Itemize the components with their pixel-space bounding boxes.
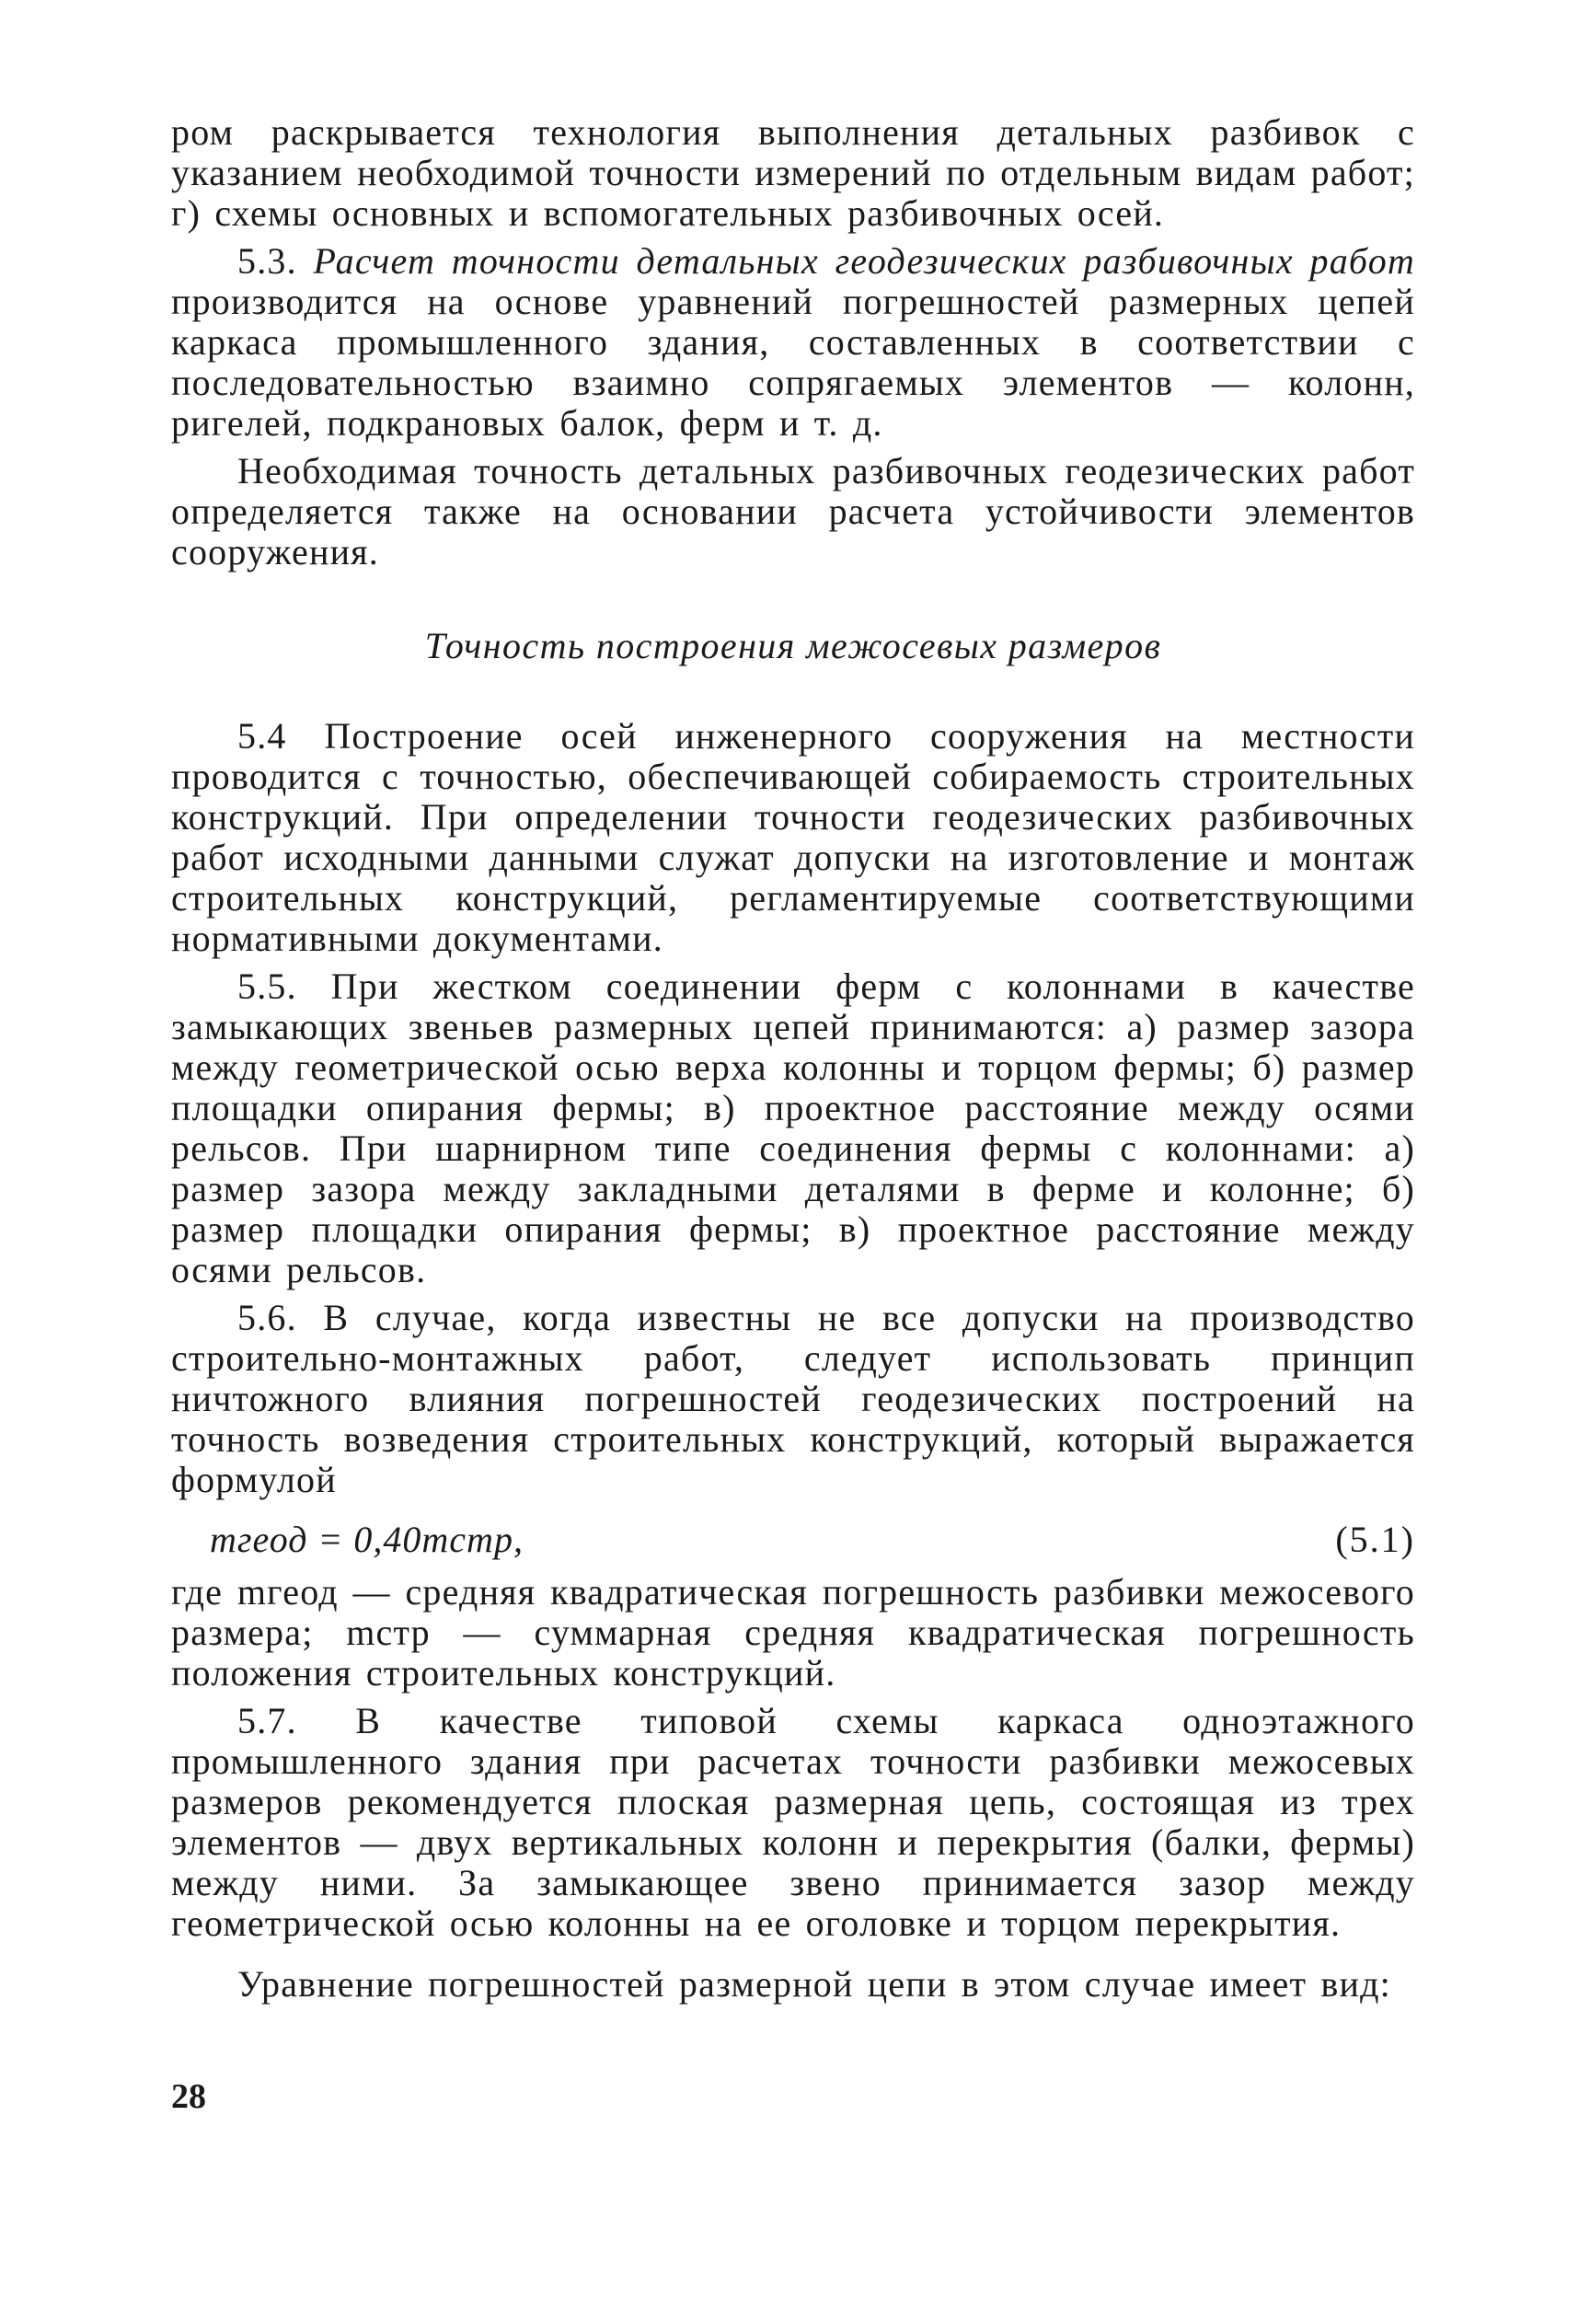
paragraph-continuation: ром раскрывается технология выполнения детальных разбивок с указанием необходимой точности измерений по отдельным видам работ; г) схемы основных и вспомогательных разбивочных осей. [171, 111, 1415, 234]
paragraph-formula-legend: где mгеод — средняя квадратическая погрешность разбивки межосевого размера; mстр — суммарная средняя квадратическая погрешность положения строительных конструкций. [171, 1571, 1415, 1694]
paragraph-text: производится на основе уравнений погрешностей размерных цепей каркаса промышленного здания, составленных в соответствии с последовательностью взаимно сопрягаемых элементов — колонн, ригелей, подкрановых балок, ферм и т. д. [171, 281, 1415, 444]
paragraph-equation-intro: Уравнение погрешностей размерной цепи в этом случае имеет вид: [237, 1963, 1391, 2005]
italic-emphasis: Расчет точности детальных геодезических разбивочных работ [313, 240, 1415, 282]
paragraph-5-3 [171, 241, 1415, 444]
paragraph-5-5: 5.5. При жестком соединении ферм с колоннами в качестве замыкающих звеньев размерных цепей принимаются: а) размер зазора между геометрической осью верха колонны и торцом фермы; б) размер площадки опирания фермы; в) проектное расстояние между осями рельсов. При шарнирном типе соединения фермы с колоннами: а) размер зазора между закладными деталями в ферме и колонне; б) размер площадки опирания фермы; в) проектное расстояние между осями рельсов. [171, 965, 1415, 1290]
formula: mгеод = 0,40mстр, [210, 1519, 524, 1560]
paragraph-5-7: 5.7. В качестве типовой схемы каркаса одноэтажного промышленного здания при расчетах точности разбивки межосевых размеров рекомендуется плоская размерная цепь, состоящая из трех элементов — двух вертикальных колонн и перекрытия (балки, фермы) между ними. За замыкающее звено принимается зазор между геометрической осью колонны на ее оголовке и торцом перекрытия. [171, 1700, 1415, 1944]
section-number: 5.3. [237, 240, 297, 282]
text-column [171, 112, 1415, 2005]
paragraph-5-4: 5.4 Построение осей инженерного сооружения на местности проводится с точностью, обеспечивающей собираемость строительных конструкций. При определении точности геодезических разбивочных работ исходными данными служат допуски на изготовление и монтаж строительных конструкций, регламентируемые соответствующими нормативными документами. [171, 715, 1415, 959]
paragraph-accuracy: Необходимая точность детальных разбивочных геодезических работ определяется также на основании расчета устойчивости элементов сооружения. [171, 450, 1415, 572]
paragraph-5-6: 5.6. В случае, когда известны не все допуски на производство строительно-монтажных работ, следует использовать принцип ничтожного влияния погрешностей геодезических построений на точность возведения строительных конструкций, который выражается формулой [171, 1297, 1415, 1500]
equation-number: (5.1) [1335, 1519, 1415, 1560]
section-heading: Точность построения межосевых размеров [424, 625, 1162, 666]
formula-row [171, 1513, 1415, 1567]
page-number: 28 [171, 2077, 206, 2116]
